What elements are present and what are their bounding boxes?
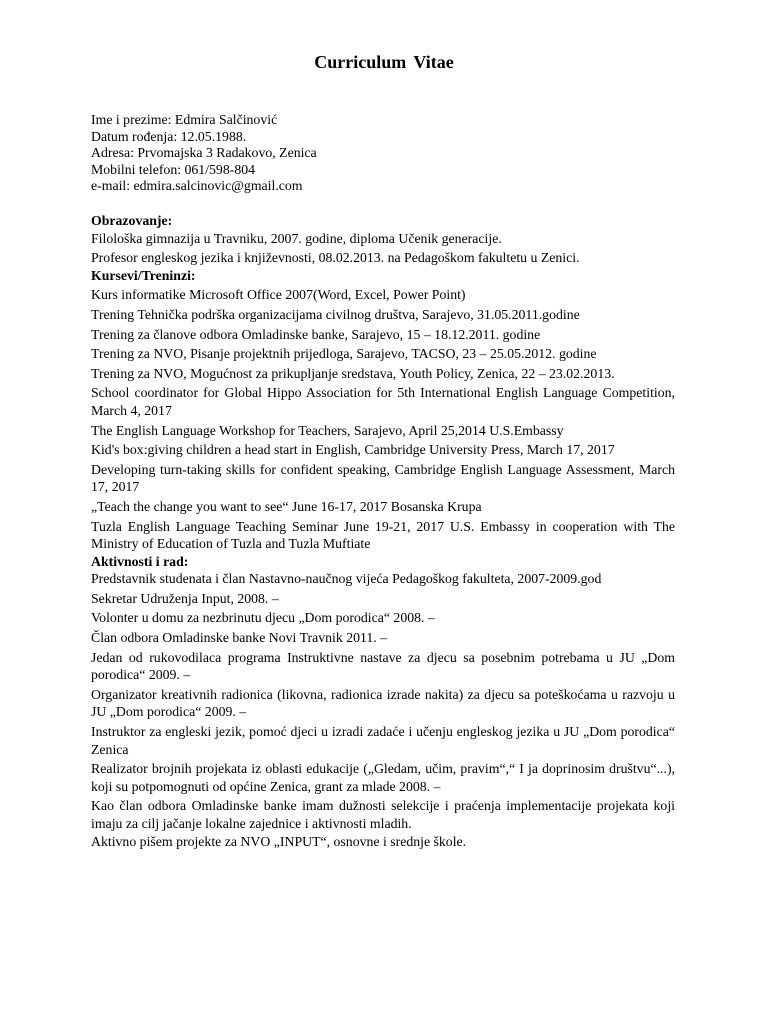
course-item: Developing turn-taking skills for confident speaking, Cambridge English Language Assessment, March 17, 2017 xyxy=(91,461,675,495)
address-line: Adresa: Prvomajska 3 Radakovo, Zenica xyxy=(91,145,317,161)
activity-item: Jedan od rukovodilaca programa Instruktivne nastave za djecu sa posebnim potrebama u JU „Dom porodica“ 2009. – xyxy=(91,649,675,683)
course-item: Kid's box:giving children a head start in English, Cambridge University Press, March 17, 2017 xyxy=(91,442,615,458)
course-item: Kurs informatike Microsoft Office 2007(Word, Excel, Power Point) xyxy=(91,287,466,303)
education-item: Filološka gimnazija u Travniku, 2007. godine, diploma Učenik generacije. xyxy=(91,230,502,246)
courses-heading: Kursevi/Treninzi: xyxy=(91,267,196,283)
email-line: e-mail: edmira.salcinovic@gmail.com xyxy=(91,178,303,194)
activity-item: Sekretar Udruženja Input, 2008. – xyxy=(91,590,279,606)
personal-info xyxy=(91,112,691,195)
cv-body xyxy=(91,212,675,850)
name-line: Ime i prezime: Edmira Salčinović xyxy=(91,112,278,127)
birthdate-line: Datum rođenja: 12.05.1988. xyxy=(91,128,247,144)
course-item: Trening za članove odbora Omladinske banke, Sarajevo, 15 – 18.12.2011. godine xyxy=(91,326,541,342)
education-item: Profesor engleskog jezika i književnosti, 08.02.2013. na Pedagoškom fakultetu u Zenici. xyxy=(91,250,580,266)
activity-item: Član odbora Omladinske banke Novi Travnik 2011. – xyxy=(91,630,388,646)
course-item: School coordinator for Global Hippo Association for 5th International English Language Competition, March 4, 2017 xyxy=(91,385,675,418)
education-heading: Obrazovanje: xyxy=(91,213,173,228)
activity-item: Realizator brojnih projekata iz oblasti edukacije („Gledam, učim, pravim“,“ I ja doprinosim društvu“...), koji su potpomognuti od općine Zenica, grant za mlade 2008. – xyxy=(91,761,675,794)
activity-item: Instruktor za engleski jezik, pomoć djeci u izradi zadaće i učenju engleskog jezika u JU „Dom porodica“ Zenica xyxy=(91,724,675,757)
activity-item: Volonter u domu za nezbrinutu djecu „Dom porodica“ 2008. – xyxy=(91,610,435,626)
activities-heading: Aktivnosti i rad: xyxy=(91,553,189,569)
activity-item: Organizator kreativnih radionica (likovna, radionica izrade nakita) za djecu sa poteškoćama u razvoju u JU „Dom porodica“ 2009. – xyxy=(91,686,675,720)
phone-line: Mobilni telefon: 061/598-804 xyxy=(91,161,256,177)
course-item: „Teach the change you want to see“ June 16-17, 2017 Bosanska Krupa xyxy=(91,498,482,514)
course-item: Trening Tehnička podrška organizacijama civilnog društva, Sarajevo, 31.05.2011.godine xyxy=(91,306,580,322)
activity-item: Aktivno pišem projekte za NVO „INPUT“, osnovne i srednje škole. xyxy=(91,833,467,849)
course-item: Trening za NVO, Pisanje projektnih prijedloga, Sarajevo, TACSO, 23 – 25.05.2012. godine xyxy=(91,346,597,362)
course-item: Tuzla English Language Teaching Seminar June 19-21, 2017 U.S. Embassy in cooperation with The Ministry of Education of Tuzla and Tuzla Muftiate xyxy=(91,518,675,552)
activity-item: Kao član odbora Omladinske banke imam dužnosti selekcije i praćenja implementacije projekata koji imaju za cilj jačanje lokalne zajednice i aktivnosti mladih. xyxy=(91,798,675,831)
activity-item: Predstavnik studenata i član Nastavno-naučnog vijeća Pedagoškog fakulteta, 2007-2009.god xyxy=(91,571,602,587)
course-item: Trening za NVO, Mogućnost za prikupljanje sredstava, Youth Policy, Zenica, 22 – 23.02.2013. xyxy=(91,365,615,381)
document-title: Curriculum Vitae xyxy=(314,52,454,72)
course-item: The English Language Workshop for Teachers, Sarajevo, April 25,2014 U.S.Embassy xyxy=(91,422,564,438)
